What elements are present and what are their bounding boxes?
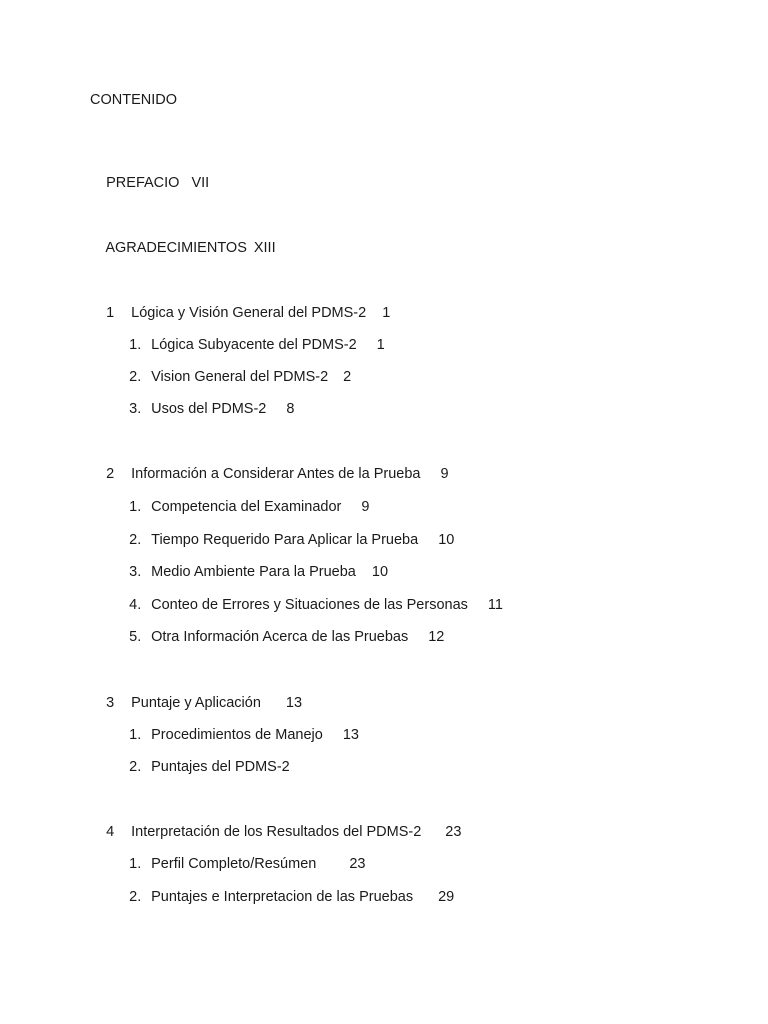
toc-item <box>113 870 454 924</box>
item-number: 4. <box>129 597 142 613</box>
item-title: Competencia del Examinador <box>151 499 342 515</box>
item-page: 9 <box>361 499 370 515</box>
item-page: 29 <box>438 889 455 905</box>
item-title: Tiempo Requerido Para Aplicar la Prueba <box>151 532 419 548</box>
chapter-number: 3 <box>106 695 115 711</box>
item-number: 3. <box>129 401 142 417</box>
chapter-title: Lógica y Visión General del PDMS-2 <box>131 305 367 321</box>
item-number: 1. <box>129 337 142 353</box>
chapter-page: 9 <box>440 466 449 482</box>
toc-entry-title: PREFACIO <box>106 175 180 191</box>
item-number: 2. <box>129 369 142 385</box>
chapter-title: Interpretación de los Resultados del PDMS-2 <box>131 824 422 840</box>
item-page: 10 <box>438 532 455 548</box>
chapter-number: 2 <box>106 466 115 482</box>
item-number: 2. <box>129 759 142 775</box>
item-page: 11 <box>487 597 503 613</box>
toc-item <box>113 740 290 794</box>
toc-heading: CONTENIDO <box>90 92 177 108</box>
item-number: 5. <box>129 629 142 645</box>
item-page: 12 <box>428 629 445 645</box>
toc-entry-agradecimientos <box>90 221 276 275</box>
item-title: Otra Información Acerca de las Pruebas <box>151 629 409 645</box>
chapter-title: Información a Considerar Antes de la Prueba <box>131 466 421 482</box>
item-page: 13 <box>342 727 359 743</box>
item-title: Procedimientos de Manejo <box>151 727 323 743</box>
item-page: 23 <box>349 856 366 872</box>
chapter-title: Puntaje y Aplicación <box>131 695 261 711</box>
item-title: Perfil Completo/Resúmen <box>151 856 317 872</box>
toc-item <box>113 382 294 436</box>
toc-entry-prefacio <box>90 156 209 210</box>
item-title: Medio Ambiente Para la Prueba <box>151 564 356 580</box>
chapter-number: 1 <box>106 305 115 321</box>
item-title: Puntajes del PDMS-2 <box>151 759 290 775</box>
toc-entry-title: AGRADECIMIENTOS <box>105 240 247 256</box>
item-number: 3. <box>129 564 142 580</box>
item-title: Lógica Subyacente del PDMS-2 <box>151 337 357 353</box>
item-page: 10 <box>371 564 389 580</box>
toc-entry-page: VII <box>191 175 210 191</box>
toc-item <box>113 610 444 664</box>
item-title: Vision General del PDMS-2 <box>151 369 329 385</box>
chapter-page: 13 <box>285 695 303 711</box>
item-page: 8 <box>286 401 295 417</box>
item-number: 1. <box>129 499 142 515</box>
chapter-page: 1 <box>382 305 391 321</box>
toc-entry-page: XIII <box>253 240 276 256</box>
item-title: Usos del PDMS-2 <box>151 401 267 417</box>
item-page: 1 <box>376 337 385 353</box>
chapter-page: 23 <box>445 824 462 840</box>
item-number: 1. <box>129 727 142 743</box>
item-number: 2. <box>129 532 142 548</box>
item-number: 2. <box>129 889 142 905</box>
chapter-number: 4 <box>106 824 115 840</box>
item-page: 2 <box>343 369 352 385</box>
item-number: 1. <box>129 856 142 872</box>
item-title: Puntajes e Interpretacion de las Pruebas <box>151 889 414 905</box>
item-title: Conteo de Errores y Situaciones de las Personas <box>151 597 468 613</box>
